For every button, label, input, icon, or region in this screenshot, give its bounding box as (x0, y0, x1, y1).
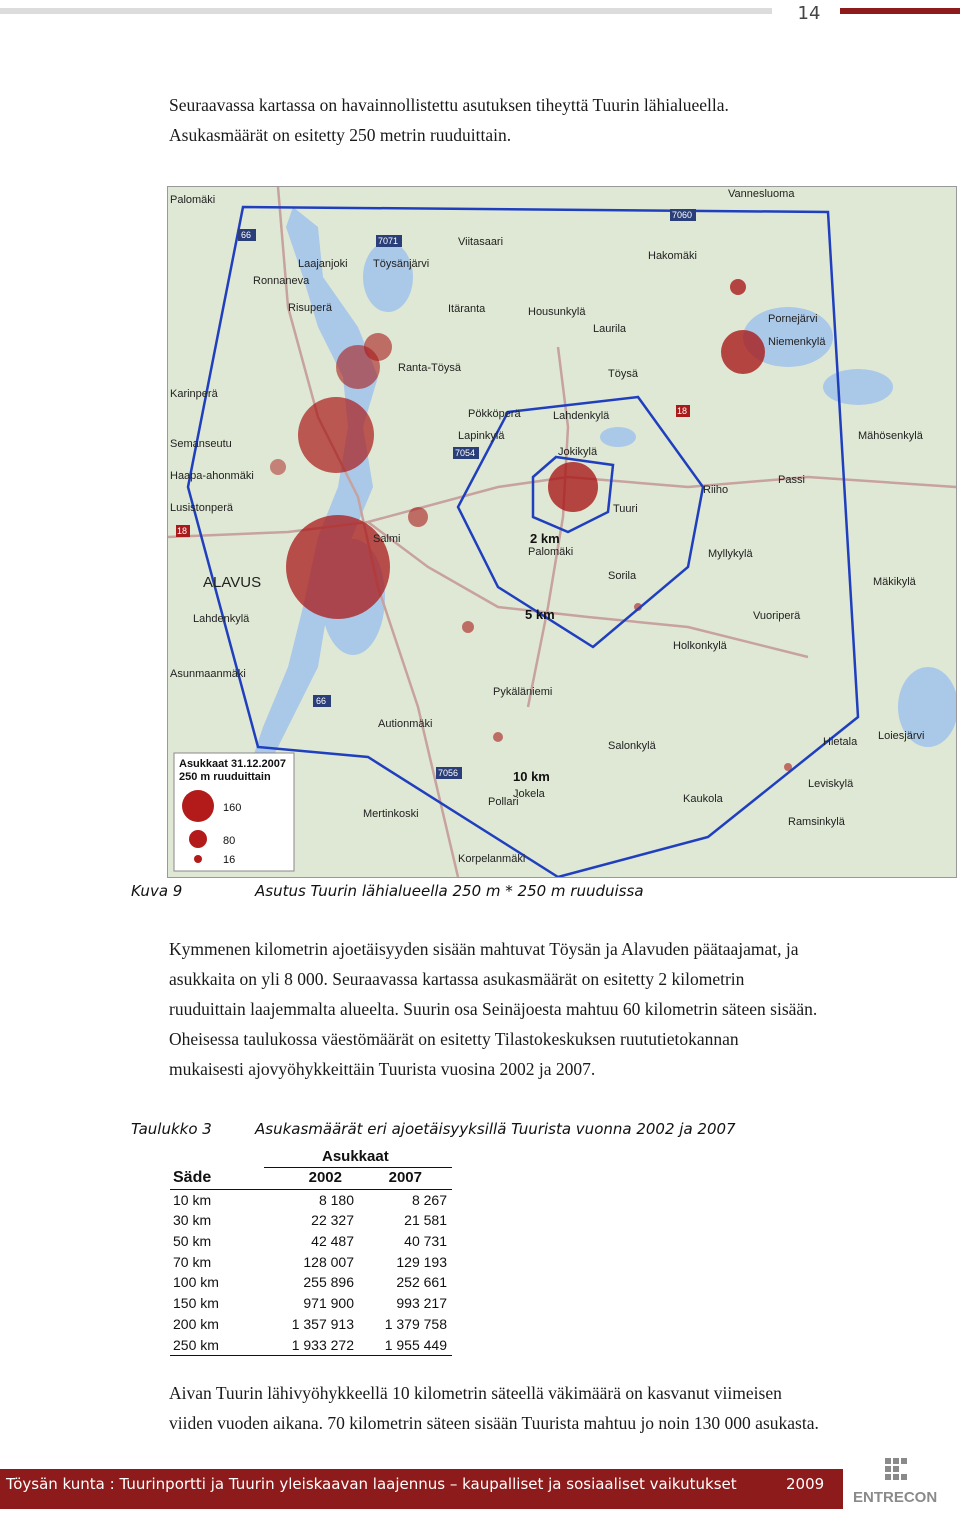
header-cell: Säde (173, 1169, 212, 1186)
svg-text:Kaukola: Kaukola (683, 793, 723, 805)
svg-text:Autionmäki: Autionmäki (378, 718, 433, 730)
svg-text:Mertinkoski: Mertinkoski (363, 808, 419, 820)
footer-year: 2009 (786, 1475, 825, 1493)
table-cell: 250 km (173, 1336, 219, 1353)
body-line: ruuduittain laajemmalta alueelta. Suurin osa Seinäjoesta mahtuu 60 kilometrin säteen sisään. (169, 999, 818, 1019)
svg-text:Housunkylä: Housunkylä (528, 306, 586, 318)
svg-text:Töysänjärvi: Töysänjärvi (373, 258, 430, 270)
header-rule-right (840, 8, 960, 14)
table-row (170, 1190, 452, 1211)
svg-text:Mähösenkylä: Mähösenkylä (858, 430, 923, 442)
svg-text:Korpelanmäki: Korpelanmäki (458, 853, 526, 865)
svg-text:Karinperä: Karinperä (170, 388, 218, 400)
population-density-map (167, 186, 957, 878)
svg-text:Töysä: Töysä (608, 368, 638, 380)
svg-text:Tuuri: Tuuri (613, 503, 638, 515)
svg-text:Lapinkylä: Lapinkylä (458, 430, 505, 442)
table-cell: 30 km (173, 1212, 212, 1229)
svg-text:Jokela: Jokela (513, 788, 545, 800)
table-row (170, 1335, 452, 1357)
intro-line: Asukasmäärät on esitetty 250 metrin ruuduittain. (169, 125, 512, 145)
svg-text:Pökköperä: Pökköperä (468, 408, 521, 420)
table-row (170, 1252, 452, 1273)
legend-label-medium: 80 (223, 835, 236, 847)
footer-text: Töysän kunta : Tuurinportti ja Tuurin yleiskaavan laajennus – kaupalliset ja sosiaaliset vaikutukset (6, 1475, 737, 1493)
svg-text:Lahdenkylä: Lahdenkylä (553, 410, 610, 422)
table-caption-label: Taulukko 3 (131, 1120, 212, 1138)
table-cell: 971 900 (303, 1295, 354, 1312)
table-cell: 70 km (173, 1253, 212, 1270)
svg-text:7054: 7054 (455, 448, 476, 458)
page-number: 14 (797, 3, 821, 24)
svg-text:7060: 7060 (672, 210, 693, 220)
body-line: Oheisessa taulukossa väestömäärät on esitetty Tilastokeskuksen ruututietokannan (169, 1029, 739, 1049)
svg-text:Salmi: Salmi (373, 533, 401, 545)
figure-caption-text: Asutus Tuurin lähialueella 250 m * 250 m ruuduissa (255, 882, 644, 900)
table-cell: 8 180 (318, 1191, 354, 1208)
svg-text:Hakomäki: Hakomäki (648, 250, 697, 262)
svg-text:Viitasaari: Viitasaari (458, 236, 504, 248)
legend-label-large: 160 (223, 802, 242, 814)
legend-symbol-small (194, 855, 202, 863)
ring-label-5km: 5 km (525, 607, 555, 622)
table-cell: 8 267 (411, 1191, 447, 1208)
svg-text:Loiesjärvi: Loiesjärvi (878, 730, 925, 742)
table-cell: 40 731 (404, 1233, 447, 1250)
svg-text:Pykäläniemi: Pykäläniemi (493, 686, 553, 698)
table-caption-text: Asukasmäärät eri ajoetäisyyksillä Tuurista vuonna 2002 ja 2007 (255, 1120, 736, 1138)
svg-text:Passi: Passi (778, 474, 805, 486)
svg-text:Palomäki: Palomäki (170, 194, 216, 206)
entrecon-logo-mark-icon (843, 1452, 960, 1509)
intro-paragraph (169, 90, 729, 150)
svg-text:Leviskylä: Leviskylä (808, 778, 854, 790)
closing-line: viiden vuoden aikana. 70 kilometrin säteen sisään Tuurista mahtuu jo noin 130 000 asukasta. (169, 1413, 819, 1433)
footer-band (0, 1469, 960, 1509)
table-cell: 1 357 913 (291, 1315, 354, 1332)
svg-text:Sorila: Sorila (608, 570, 637, 582)
svg-text:Riiho: Riiho (703, 484, 729, 496)
table-header-row (170, 1168, 452, 1190)
svg-text:Haapa-ahonmäki: Haapa-ahonmäki (170, 470, 254, 482)
table-cell: 100 km (173, 1274, 219, 1291)
table-cell: 129 193 (396, 1253, 447, 1270)
table-cell: 22 327 (311, 1212, 354, 1229)
svg-text:Itäranta: Itäranta (448, 303, 486, 315)
svg-text:Myllykylä: Myllykylä (708, 548, 753, 560)
table-cell: 1 379 758 (384, 1315, 447, 1332)
svg-text:Holkonkylä: Holkonkylä (673, 640, 727, 652)
svg-text:Ranta-Töysä: Ranta-Töysä (398, 362, 461, 374)
population-table (170, 1146, 452, 1356)
ring-label-10km: 10 km (513, 769, 550, 784)
table-cell: 200 km (173, 1315, 219, 1332)
body-line: asukkaita on yli 8 000. Seuraavassa kartassa asukasmäärät on esitetty 2 kilometrin (169, 969, 745, 989)
svg-text:66: 66 (241, 230, 252, 240)
table-cell: 10 km (173, 1191, 212, 1208)
body-paragraph (169, 934, 817, 1084)
svg-text:Lahdenkylä: Lahdenkylä (193, 613, 250, 625)
closing-line: Aivan Tuurin lähivyöhykkeellä 10 kilometrin säteellä väkimäärä on kasvanut viimeisen (169, 1383, 782, 1403)
legend-title: Asukkaat 31.12.2007 (179, 758, 287, 770)
svg-text:Lusistonperä: Lusistonperä (170, 502, 233, 514)
header-rule-left (0, 8, 772, 14)
svg-text:Asunmaanmäki: Asunmaanmäki (170, 668, 246, 680)
svg-text:Pornejärvi: Pornejärvi (768, 313, 818, 325)
group-header-label: Asukkaat (322, 1148, 389, 1165)
logo-text: ENTRECON (853, 1489, 938, 1506)
table-row (170, 1210, 452, 1231)
table-cell: 128 007 (303, 1253, 354, 1270)
svg-text:ALAVUS: ALAVUS (203, 574, 262, 591)
table-cell: 252 661 (396, 1274, 447, 1291)
entrecon-logo (843, 1452, 960, 1509)
legend-symbol-medium (189, 830, 207, 848)
svg-text:Palomäki: Palomäki (528, 546, 574, 558)
svg-text:Jokikylä: Jokikylä (558, 446, 598, 458)
table-cell: 993 217 (396, 1295, 447, 1312)
svg-text:Semanseutu: Semanseutu (170, 438, 232, 450)
table-cell: 1 955 449 (384, 1336, 447, 1353)
closing-paragraph (169, 1378, 819, 1438)
table-row (170, 1272, 452, 1293)
svg-text:Ramsinkylä: Ramsinkylä (788, 816, 845, 828)
table-row (170, 1231, 452, 1252)
intro-line: Seuraavassa kartassa on havainnollistettu asutuksen tiheyttä Tuurin lähialueella. (169, 95, 729, 115)
header-cell: 2007 (388, 1169, 422, 1186)
svg-text:Ronnaneva: Ronnaneva (253, 275, 310, 287)
header-cell: 2002 (308, 1169, 342, 1186)
table-cell: 1 933 272 (291, 1336, 354, 1353)
svg-text:Risuperä: Risuperä (288, 302, 333, 314)
svg-text:Vuoriperä: Vuoriperä (753, 610, 801, 622)
svg-text:18: 18 (177, 526, 188, 536)
svg-text:Laurila: Laurila (593, 323, 627, 335)
table-group-header (170, 1146, 452, 1168)
svg-text:Mäkikylä: Mäkikylä (873, 576, 916, 588)
body-line: mukaisesti ajovyöhykkeittäin Tuurista vuosina 2002 ja 2007. (169, 1059, 596, 1079)
table-cell: 42 487 (311, 1233, 354, 1250)
table-row (170, 1314, 452, 1335)
table-cell: 50 km (173, 1233, 212, 1250)
legend-subtitle: 250 m ruuduittain (179, 771, 271, 783)
svg-text:66: 66 (316, 696, 327, 706)
table-cell: 21 581 (404, 1212, 447, 1229)
table-cell: 255 896 (303, 1274, 354, 1291)
legend-symbol-large (182, 790, 214, 822)
svg-text:18: 18 (677, 406, 688, 416)
ring-label-2km: 2 km (530, 531, 560, 546)
svg-text:Pollari: Pollari (488, 796, 519, 808)
map-legend (174, 753, 294, 871)
svg-text:7071: 7071 (378, 236, 399, 246)
body-line: Kymmenen kilometrin ajoetäisyyden sisään mahtuvat Töysän ja Alavuden päätaajamat, ja (169, 939, 799, 959)
figure-caption-label: Kuva 9 (131, 882, 183, 900)
svg-text:7056: 7056 (438, 768, 459, 778)
svg-text:Laajanjoki: Laajanjoki (298, 258, 348, 270)
svg-text:Vannesluoma: Vannesluoma (728, 188, 795, 200)
table-row (170, 1293, 452, 1314)
svg-text:Hietala: Hietala (823, 736, 858, 748)
table-cell: 150 km (173, 1295, 219, 1312)
svg-text:Niemenkylä: Niemenkylä (768, 336, 826, 348)
legend-label-small: 16 (223, 854, 236, 866)
svg-text:Salonkylä: Salonkylä (608, 740, 656, 752)
